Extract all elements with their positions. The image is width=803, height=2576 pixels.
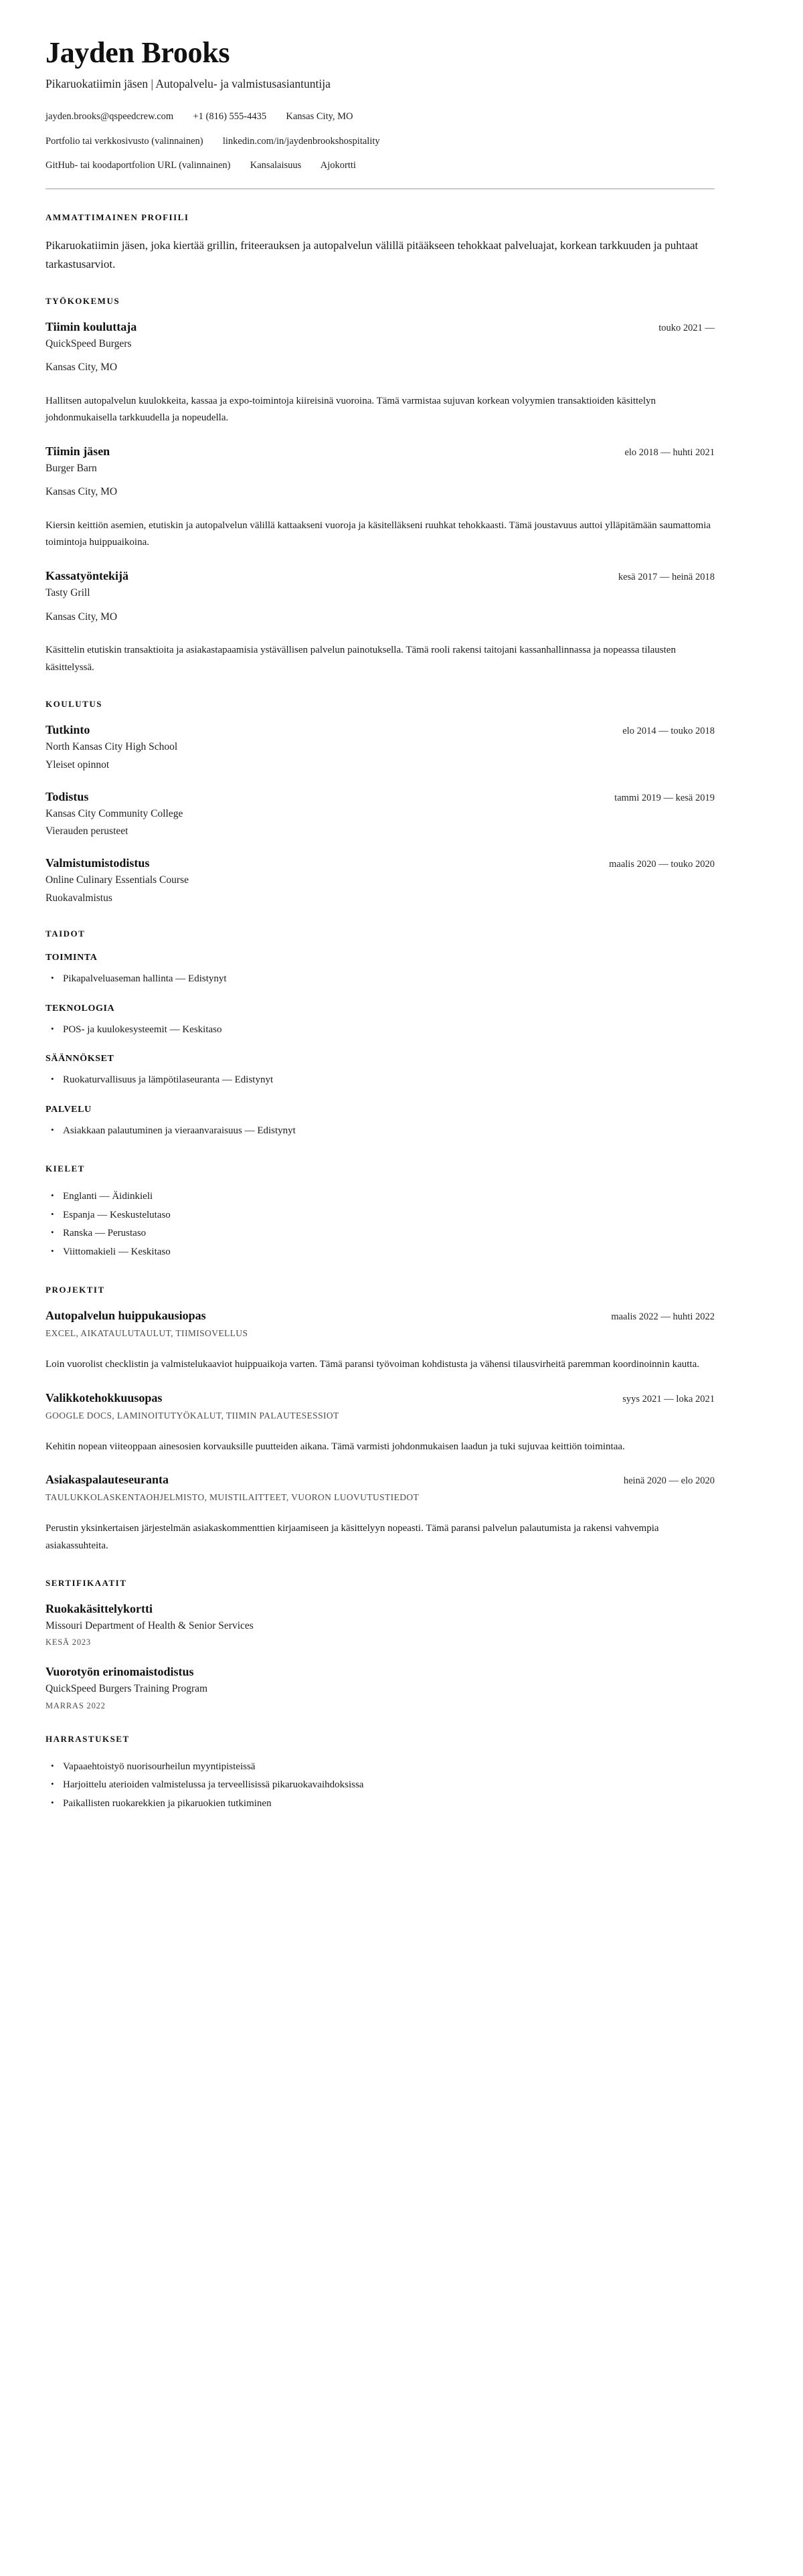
project-entry-head xyxy=(46,1473,715,1487)
contact-row-primary xyxy=(46,110,715,125)
skill-group-name: TEKNOLOGIA xyxy=(46,1003,115,1014)
experience-description: Käsittelin etutiskin transaktioita ja asiakastapaamisia ystävällisen palvelun painotuksella. Tämä rooli rakensi taitojani kassanhallinnassa ja nopeassa tilausten käsittelyssä. xyxy=(46,644,676,673)
experience-company: QuickSpeed Burgers xyxy=(46,338,132,350)
nationality-label: Kansalaisuus xyxy=(250,160,302,171)
project-description: Kehitin nopean viiteoppaan ainesosien korvauksille puutteiden aikana. Tämä varmisti johdonmukaisen laadun ja tuki sujuvaa keittiön toimintaa. xyxy=(46,1441,625,1452)
project-description: Loin vuorolist checklistin ja valmistelukaaviot huippuaikoja varten. Tämä paransi työvoiman kohdistusta ja vähensi tilausvirheitä paremman koordinoinnin kautta. xyxy=(46,1358,699,1370)
section-title-summary: AMMATTIMAINEN PROFIILI xyxy=(46,212,189,223)
section-title-hobbies: HARRASTUKSET xyxy=(46,1733,130,1744)
skill-item: • Pikapalveluaseman hallinta — Edistynyt xyxy=(63,970,715,989)
hobby-item: • Harjoittelu aterioiden valmistelussa ja terveellisissä pikaruokavaihdoksissa xyxy=(63,1776,715,1795)
skill-group xyxy=(46,953,715,989)
contact-row-extra xyxy=(46,159,715,173)
project-name: Asiakaspalauteseuranta xyxy=(46,1473,169,1487)
experience-description: Hallitsen autopalvelun kuulokkeita, kassaa ja expo-toimintoja kiireisinä vuoroina. Tämä varmistaa sujuvan korkean volyymien transaktioiden käsittelyn johdonmukaisella tarkkuudella ja nopeudella. xyxy=(46,395,656,424)
section-professional-profile xyxy=(46,212,715,273)
project-entry xyxy=(46,1473,715,1555)
skill-list xyxy=(46,1021,715,1040)
project-entry xyxy=(46,1391,715,1456)
project-tech: EXCEL, AIKATAULUTAULUT, TIIMISOVELLUS xyxy=(46,1327,248,1338)
section-title-experience: TYÖKOKEMUS xyxy=(46,296,120,307)
project-dates: maalis 2022 — huhti 2022 xyxy=(611,1311,715,1322)
certificate-name: Ruokakäsittelykortti xyxy=(46,1602,153,1616)
skill-group-name: SÄÄNNÖKSET xyxy=(46,1054,114,1064)
certificate-entry xyxy=(46,1665,715,1710)
skill-group xyxy=(46,1054,715,1090)
skill-group-name: PALVELU xyxy=(46,1105,92,1115)
certificate-issuer: QuickSpeed Burgers Training Program xyxy=(46,1683,208,1695)
skill-item: • Asiakkaan palautuminen ja vieraanvaraisuus — Edistynyt xyxy=(63,1122,715,1141)
experience-role: Tiimin jäsen xyxy=(46,445,110,459)
education-entry xyxy=(46,856,715,906)
project-name: Autopalvelun huippukausiopas xyxy=(46,1308,206,1322)
language-item: • Ranska — Perustaso xyxy=(63,1224,715,1243)
experience-location: Kansas City, MO xyxy=(46,486,118,498)
header-divider xyxy=(46,188,715,189)
experience-location: Kansas City, MO xyxy=(46,611,118,623)
education-entry xyxy=(46,723,715,773)
project-description: Perustin yksinkertaisen järjestelmän asiakaskommenttien kirjaamiseen ja käsittelyyn nopeasti. Tämä paransi palvelun palautumista ja rakensi vahvempia asiakassuhteita. xyxy=(46,1523,659,1552)
contact-location: Kansas City, MO xyxy=(286,110,353,122)
github-placeholder-label[interactable]: GitHub- tai koodaportfolion URL (valinnainen) xyxy=(46,160,231,171)
contact-linkedin[interactable]: linkedin.com/in/jaydenbrookshospitality xyxy=(222,135,380,147)
project-entry-head xyxy=(46,1391,715,1405)
skill-group xyxy=(46,1003,715,1040)
portfolio-placeholder-label[interactable]: Portfolio tai verkkosivusto (valinnainen) xyxy=(46,135,203,147)
section-hobbies xyxy=(46,1734,715,1814)
hobby-item: • Vapaaehtoistyö nuorisourheilun myyntipisteissä xyxy=(63,1758,715,1777)
education-degree: Valmistumistodistus xyxy=(46,856,150,870)
experience-entry-head xyxy=(46,569,715,583)
education-field: Ruokavalmistus xyxy=(46,892,112,904)
project-dates: heinä 2020 — elo 2020 xyxy=(623,1475,715,1487)
section-title-certificates: SERTIFIKAATIT xyxy=(46,1578,127,1589)
experience-entry xyxy=(46,569,715,676)
language-item: • Espanja — Keskustelutaso xyxy=(63,1206,715,1225)
hobby-list xyxy=(46,1758,715,1814)
education-school: North Kansas City High School xyxy=(46,741,178,753)
certificate-name: Vuorotyön erinomaistodistus xyxy=(46,1665,194,1679)
language-list xyxy=(46,1188,715,1262)
experience-entry-head xyxy=(46,445,715,459)
certificate-issuer: Missouri Department of Health & Senior Services xyxy=(46,1620,254,1632)
candidate-headline: Pikaruokatiimin jäsen | Autopalvelu- ja valmistusasiantuntija xyxy=(46,77,331,91)
section-title-skills: TAIDOT xyxy=(46,928,86,939)
section-education xyxy=(46,699,715,906)
experience-role: Tiimin kouluttaja xyxy=(46,320,137,334)
education-entry-head xyxy=(46,723,715,737)
experience-location: Kansas City, MO xyxy=(46,361,118,374)
experience-dates: touko 2021 — xyxy=(658,323,715,334)
certificate-entry xyxy=(46,1602,715,1647)
education-dates: tammi 2019 — kesä 2019 xyxy=(614,792,715,803)
skill-item: • POS- ja kuulokesysteemit — Keskitaso xyxy=(63,1021,715,1040)
section-languages xyxy=(46,1163,715,1262)
education-degree: Tutkinto xyxy=(46,723,90,737)
education-entry-head xyxy=(46,790,715,804)
experience-entry xyxy=(46,445,715,552)
project-tech: GOOGLE DOCS, LAMINOITUTYÖKALUT, TIIMIN PALAUTESESSIOT xyxy=(46,1410,339,1421)
language-item: • Viittomakieli — Keskitaso xyxy=(63,1243,715,1262)
project-tech: TAULUKKOLASKENTAOHJELMISTO, MUISTILAITTEET, VUORON LUOVUTUSTIEDOT xyxy=(46,1492,420,1503)
section-title-languages: KIELET xyxy=(46,1163,85,1174)
education-dates: elo 2014 — touko 2018 xyxy=(622,726,715,737)
contact-email[interactable]: jayden.brooks@qspeedcrew.com xyxy=(46,110,174,122)
section-title-projects: PROJEKTIT xyxy=(46,1284,105,1295)
contact-row-links xyxy=(46,135,715,149)
experience-dates: kesä 2017 — heinä 2018 xyxy=(618,572,715,583)
skill-group xyxy=(46,1105,715,1141)
project-dates: syys 2021 — loka 2021 xyxy=(622,1393,715,1404)
section-title-education: KOULUTUS xyxy=(46,699,102,710)
section-skills xyxy=(46,929,715,1141)
education-school: Online Culinary Essentials Course xyxy=(46,874,189,886)
experience-role: Kassatyöntekijä xyxy=(46,569,129,583)
section-experience xyxy=(46,296,715,676)
experience-company: Burger Barn xyxy=(46,463,97,475)
skill-list xyxy=(46,970,715,989)
experience-entry-head xyxy=(46,320,715,334)
contact-phone[interactable]: +1 (816) 555-4435 xyxy=(193,110,267,122)
experience-dates: elo 2018 — huhti 2021 xyxy=(624,447,715,459)
skill-list xyxy=(46,1122,715,1141)
experience-company: Tasty Grill xyxy=(46,587,90,599)
experience-entry xyxy=(46,320,715,427)
skill-item: • Ruokaturvallisuus ja lämpötilaseuranta — Edistynyt xyxy=(63,1071,715,1090)
language-item: • Englanti — Äidinkieli xyxy=(63,1188,715,1206)
skill-list xyxy=(46,1071,715,1090)
certificate-date: MARRAS 2022 xyxy=(46,1700,106,1710)
education-field: Vierauden perusteet xyxy=(46,825,128,837)
education-entry xyxy=(46,790,715,839)
skill-group-name: TOIMINTA xyxy=(46,952,98,963)
experience-description: Kiersin keittiön asemien, etutiskin ja autopalvelun välillä kattaakseni vuoroja ja käsitelläkseni ruuhkat tehokkaasti. Tämä joustavuus auttoi ylläpitämään saumattomia toimintoja huippuaikoina. xyxy=(46,519,711,548)
education-school: Kansas City Community College xyxy=(46,807,183,819)
project-entry xyxy=(46,1309,715,1374)
candidate-name: Jayden Brooks xyxy=(46,36,230,69)
section-certificates xyxy=(46,1578,715,1711)
education-degree: Todistus xyxy=(46,789,89,803)
project-entry-head xyxy=(46,1309,715,1323)
education-entry-head xyxy=(46,856,715,870)
section-projects xyxy=(46,1285,715,1555)
resume-header xyxy=(46,36,715,189)
project-name: Valikkotehokkuusopas xyxy=(46,1390,163,1404)
summary-text: Pikaruokatiimin jäsen, joka kiertää grillin, friteerauksen ja autopalvelun välillä pitääkseen tehokkaat palveluajat, korkean tarkkuuden ja puhtaat tarkastusarviot. xyxy=(46,239,699,270)
education-dates: maalis 2020 — touko 2020 xyxy=(609,859,715,870)
certificate-date: KESÄ 2023 xyxy=(46,1637,91,1647)
education-field: Yleiset opinnot xyxy=(46,758,110,771)
driving-license-label: Ajokortti xyxy=(320,160,356,171)
hobby-item: • Paikallisten ruokarekkien ja pikaruokien tutkiminen xyxy=(63,1795,715,1814)
